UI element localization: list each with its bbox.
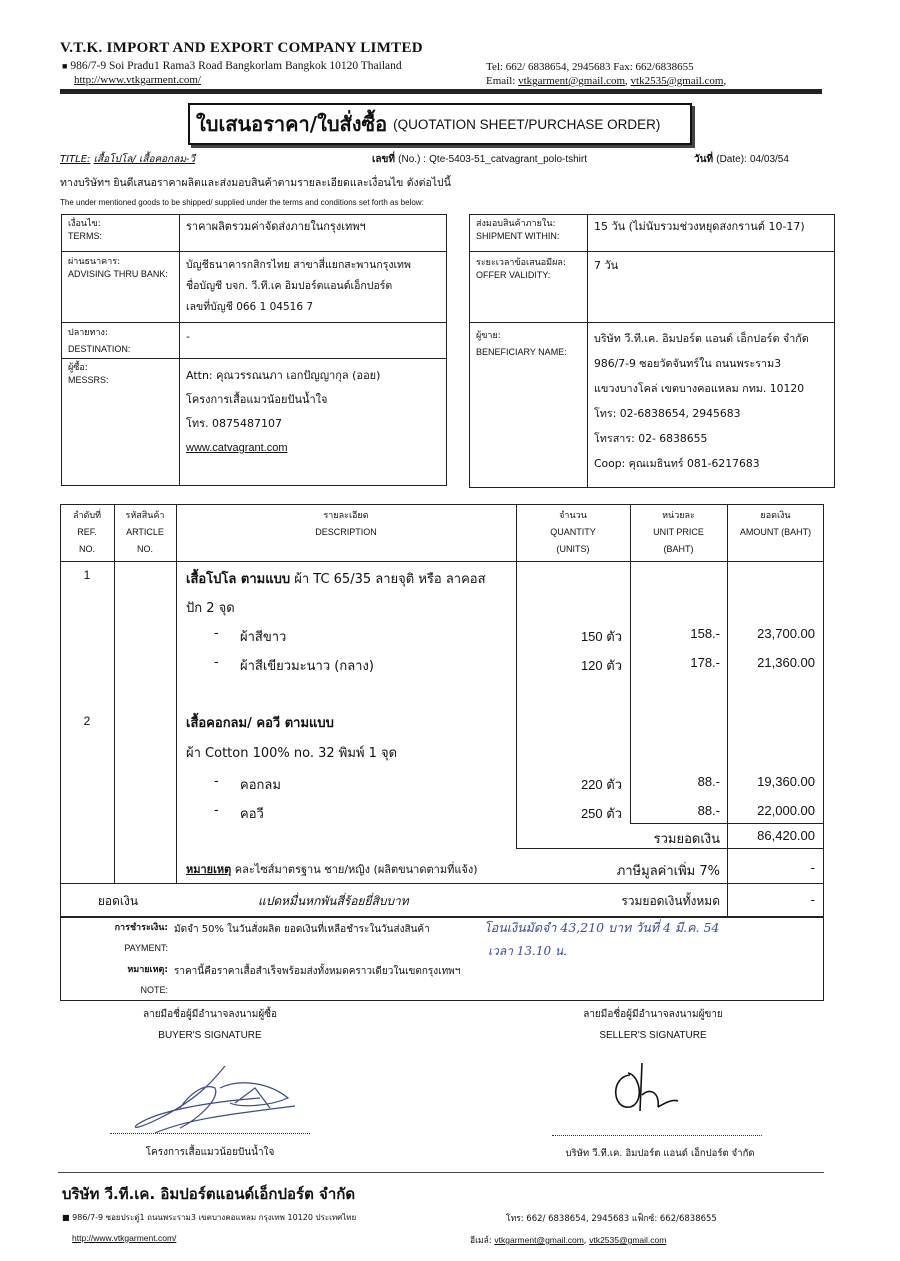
intro-thai: ทางบริษัทฯ ยินดีเสนอราคาผลิตและส่งมอบสินค้าตามรายละเอียดและเงื่อนไข ดังต่อไปนี้ xyxy=(60,177,451,189)
terms-label-en: TERMS: xyxy=(68,231,103,241)
header-description xyxy=(176,507,516,541)
handwritten-deposit-note: โอนเงินมัดจำ 43,210 บาท วันที่ 4 มี.ค. 54 xyxy=(484,920,720,935)
destination-label xyxy=(68,327,130,355)
messrs-line-3: โทร. 0875487107 xyxy=(186,417,283,430)
shipment-value: 15 วัน (ไม่นับรวมช่วงหยุดสงกรานต์ 10-17) xyxy=(594,220,805,233)
shipment-label xyxy=(476,218,559,242)
doc-number-value: Qte-5403-51_catvagrant_polo-tshirt xyxy=(429,154,588,165)
item1-sub1-dash: - xyxy=(214,626,219,641)
item1-title-bold: เสื้อโปโล ตามแบบ xyxy=(186,572,291,587)
payment-value: มัดจำ 50% ในวันสั่งผลิต ยอดเงินที่เหลือชำระในวันส่งสินค้า xyxy=(174,924,430,935)
remark-text: คละไซส์มาตรฐาน ชาย/หญิง (ผลิตขนาดตามที่แจ้ง) xyxy=(231,863,478,876)
vat-value: - xyxy=(810,860,815,875)
header-article xyxy=(114,507,176,558)
item1-sub1-amount: 23,700.00 xyxy=(757,626,815,641)
subtotal-label: รวมยอดเงิน xyxy=(653,832,720,847)
item1-title-rest: ผ้า TC 65/35 ลายจุติ หรือ ลาคอส xyxy=(290,572,486,587)
company-email: Email: vtkgarment@gmail.com, vtk2535@gmail.com, xyxy=(486,75,727,87)
header-unit-price xyxy=(630,507,727,558)
messrs-line-1: Attn: คุณวรรณนภา เอกปัญญากุล (ออย) xyxy=(186,369,381,382)
destination-label-en: DESTINATION: xyxy=(68,344,131,354)
validity-label-en: OFFER VALIDITY: xyxy=(476,270,551,280)
beneficiary-value xyxy=(594,326,809,476)
header-quantity-en1: QUANTITY xyxy=(550,527,596,537)
header-amount-en: AMOUNT (BAHT) xyxy=(739,527,812,537)
item2-sub2-amount: 22,000.00 xyxy=(757,803,815,818)
header-amount xyxy=(727,507,824,541)
beneficiary-line-3: แขวงบางโคล่ เขตบางคอแหลม กทม. 10120 xyxy=(594,382,805,395)
company-address xyxy=(62,60,402,72)
right-terms-rule-2 xyxy=(469,322,835,323)
item1-sub2-qty: 120 ตัว xyxy=(580,658,622,673)
validity-label xyxy=(476,257,566,281)
buyer-signature-line xyxy=(110,1133,310,1134)
beneficiary-line-6: Coop: คุณเมธินทร์ 081-6217683 xyxy=(594,457,760,470)
item1-sub2-dash: - xyxy=(214,655,219,670)
item1-sub2-label: ผ้าสีเขียวมะนาว (กลาง) xyxy=(240,659,374,674)
buyer-organization: โครงการเสื้อแมวน้อยปันน้ำใจ xyxy=(145,1147,275,1158)
footer-email-label: อีเมล์: xyxy=(470,1236,492,1246)
email-label: Email: xyxy=(486,75,516,87)
seller-signature-label-en: SELLER'S SIGNATURE xyxy=(599,1030,707,1041)
item1-title-line2: ปัก 2 จุด xyxy=(186,601,235,616)
header-quantity-th: จำนวน xyxy=(559,510,587,520)
item2-sub1-label: คอกลม xyxy=(240,778,281,793)
footer-rule xyxy=(58,1172,824,1173)
header-unit-price-en2: (BAHT) xyxy=(663,544,694,554)
note-label-th: หมายเหตุ: xyxy=(127,965,168,975)
item2-sub1-amount: 19,360.00 xyxy=(757,774,815,789)
footer-address xyxy=(62,1211,356,1224)
seller-signature-line xyxy=(552,1135,762,1136)
bank-line-2: ชื่อบัญชี บจก. วี.ที.เค อิมปอร์ตแอนด์เอ็กปอร์ต xyxy=(186,280,393,292)
remark-label: หมายเหตุ xyxy=(186,863,232,876)
bank-label xyxy=(68,256,168,280)
beneficiary-label xyxy=(476,330,567,358)
intro-english: The under mentioned goods to be shipped/ supplied under the terms and conditions set forth as below: xyxy=(60,198,424,207)
item2-sub2-label: คอวี xyxy=(240,807,264,822)
header-article-en2: NO. xyxy=(136,544,153,554)
grand-total-label: รวมยอดเงินทั้งหมด xyxy=(621,894,720,908)
title-value: เสื้อโปโล/ เสื้อคอกลม-วี xyxy=(93,154,196,165)
buyer-signature-label-en: BUYER'S SIGNATURE xyxy=(158,1030,262,1041)
header-rule xyxy=(60,89,822,94)
doc-date-value: 04/03/54 xyxy=(749,154,789,165)
left-terms-rule-2 xyxy=(61,322,447,323)
header-amount-th: ยอดเงิน xyxy=(760,510,791,520)
item2-sub1-dash: - xyxy=(214,774,219,789)
seller-signature-scribble xyxy=(600,1055,700,1125)
item1-title xyxy=(186,568,486,589)
amount-words-label: ยอดเงิน xyxy=(97,894,139,908)
footer-address-text: 986/7-9 ซอยประดู่1 ถนนพระราม3 เขตบางคอแหลม กรุงเทพ 10120 ประเทศไทย xyxy=(72,1213,357,1222)
document-title-english: (QUOTATION SHEET/PURCHASE ORDER) xyxy=(393,116,661,132)
messrs-label xyxy=(68,362,109,386)
note-label xyxy=(60,964,168,996)
doc-number-label-th: เลขที่ xyxy=(372,154,395,165)
messrs-value xyxy=(186,364,380,460)
shipment-label-th: ส่งมอบสินค้าภายใน: xyxy=(476,219,556,229)
header-ref-en1: REF. xyxy=(77,527,97,537)
doc-date xyxy=(694,152,789,167)
messrs-line-2: โครงการเสื้อแมวน้อยปันน้ำใจ xyxy=(186,393,328,406)
validity-label-th: ระยะเวลาข้อเสนอมีผล: xyxy=(476,258,566,268)
doc-date-label-en: (Date): xyxy=(716,154,747,165)
items-table xyxy=(60,504,824,917)
left-terms-rule-1 xyxy=(61,251,447,252)
item2-sub2-price: 88.- xyxy=(697,803,720,818)
header-quantity-en2: (UNITS) xyxy=(556,544,590,554)
seller-organization: บริษัท วี.ที.เค. อิมปอร์ต แอนด์ เอ็กปอร์ต จำกัด xyxy=(565,1148,755,1159)
header-description-th: รายละเอียด xyxy=(323,510,369,520)
header-ref-th: ลำดับที่ xyxy=(72,510,102,520)
words-top-rule xyxy=(60,883,824,884)
beneficiary-line-5: โทรสาร: 02- 6838655 xyxy=(594,432,708,445)
buyer-signature-scribble xyxy=(120,1058,310,1148)
footer-email-link-1[interactable]: vtkgarment@gmail.com xyxy=(494,1235,584,1245)
subtotal-top-rule xyxy=(630,823,824,824)
doc-number xyxy=(372,152,587,167)
terms-label-th: เงื่อนไข: xyxy=(68,219,101,229)
company-website-link[interactable]: http://www.vtkgarment.com/ xyxy=(74,74,201,86)
beneficiary-line-1: บริษัท วี.ที.เค. อิมปอร์ต แอนด์ เอ็กปอร์ต จำกัด xyxy=(594,332,809,345)
item1-sub2-price: 178.- xyxy=(690,655,720,670)
footer-email-link-2[interactable]: vtk2535@gmail.com xyxy=(589,1235,667,1245)
header-ref-en2: NO. xyxy=(78,544,95,554)
subtotal-value: 86,420.00 xyxy=(757,828,815,843)
left-terms-rule-3 xyxy=(61,358,447,359)
messrs-website-link[interactable]: www.catvagrant.com xyxy=(186,442,288,454)
item1-sub1-label: ผ้าสีขาว xyxy=(240,630,287,645)
item2-sub1-qty: 220 ตัว xyxy=(580,777,622,792)
col-line-price xyxy=(727,504,728,917)
item2-sub2-dash: - xyxy=(214,803,219,818)
header-description-en: DESCRIPTION xyxy=(315,527,377,537)
bank-label-th: ผ่านธนาคาร: xyxy=(68,257,121,267)
payment-label-th: การชำระเงิน: xyxy=(114,923,168,933)
validity-value: 7 วัน xyxy=(594,259,619,272)
item1-sub1-price: 158.- xyxy=(690,626,720,641)
buyer-signature-label-th: ลายมือชื่อผู้มีอำนาจลงนามผู้ซื้อ xyxy=(142,1009,278,1020)
messrs-label-th: ผู้ซื้อ: xyxy=(68,363,88,373)
terms-label xyxy=(68,218,102,242)
title-line xyxy=(60,152,195,167)
terms-value: ราคาผลิตรวมค่าจัดส่งภายในกรุงเทพฯ xyxy=(186,220,366,233)
footer-website-link[interactable]: http://www.vtkgarment.com/ xyxy=(72,1233,177,1243)
header-unit-price-en1: UNIT PRICE xyxy=(653,527,704,537)
bank-line-3: เลขที่บัญชี 066 1 04516 7 xyxy=(186,301,314,313)
item2-title-line2: ผ้า Cotton 100% no. 32 พิมพ์ 1 จุด xyxy=(186,746,398,761)
email-link-2[interactable]: vtk2535@gmail.com xyxy=(630,75,724,87)
doc-date-label-th: วันที่ xyxy=(694,154,714,165)
note-label-en: NOTE: xyxy=(140,985,168,995)
beneficiary-line-4: โทร: 02-6838654, 2945683 xyxy=(594,407,741,420)
footer-bullet-icon: ■ xyxy=(62,1213,70,1222)
email-link-1[interactable]: vtkgarment@gmail.com xyxy=(518,75,626,87)
bank-label-en: ADVISING THRU BANK: xyxy=(68,269,168,279)
footer-email: อีเมล์: vtkgarment@gmail.com, vtk2535@gmail.com xyxy=(470,1235,667,1246)
beneficiary-label-en: BENEFICIARY NAME: xyxy=(476,347,567,357)
handwritten-time-note: เวลา 13.10 น. xyxy=(488,944,567,958)
payment-label-en: PAYMENT: xyxy=(124,943,168,953)
right-terms-divider xyxy=(587,214,588,488)
title-label: TITLE: xyxy=(60,154,91,165)
grand-total-value: - xyxy=(810,892,815,907)
header-quantity xyxy=(516,507,630,558)
bank-line-1: บัญชีธนาคารกสิกรไทย สาขาสี่แยกสะพานกรุงเทพ xyxy=(186,259,411,271)
header-unit-price-th: หน่วยละ xyxy=(662,510,695,520)
header-article-en1: ARTICLE xyxy=(126,527,164,537)
vat-label: ภาษีมูลค่าเพิ่ม 7% xyxy=(616,864,720,879)
beneficiary-line-2: 986/7-9 ซอยวัดจันทร์ใน ถนนพระราม3 xyxy=(594,357,782,370)
company-address-text: 986/7-9 Soi Pradu1 Rama3 Road Bangkorlam Bangkok 10120 Thailand xyxy=(70,60,402,72)
item2-sub1-price: 88.- xyxy=(697,774,720,789)
item1-sub1-qty: 150 ตัว xyxy=(580,629,622,644)
item1-sub2-amount: 21,360.00 xyxy=(757,655,815,670)
item2-sub2-qty: 250 ตัว xyxy=(580,806,622,821)
footer-company-name: บริษัท วี.ที.เค. อิมปอร์ตแอนด์เอ็กปอร์ต จำกัด xyxy=(62,1185,356,1203)
left-terms-divider xyxy=(179,214,180,486)
header-row-rule xyxy=(60,561,824,562)
bullet-icon: ■ xyxy=(62,61,68,71)
seller-signature-label-th: ลายมือชื่อผู้มีอำนาจลงนามผู้ขาย xyxy=(583,1009,723,1020)
document-title-thai: ใบเสนอราคา/ใบสั่งซื้อ xyxy=(196,112,388,136)
destination-value: - xyxy=(186,330,190,343)
shipment-label-en: SHIPMENT WITHIN: xyxy=(476,231,560,241)
header-ref xyxy=(60,507,114,558)
company-name: V.T.K. IMPORT AND EXPORT COMPANY LIMTED xyxy=(60,40,423,56)
destination-label-th: ปลายทาง: xyxy=(68,328,108,338)
item2-title xyxy=(186,712,334,733)
header-article-th: รหัสสินค้า xyxy=(125,510,165,520)
bank-value xyxy=(186,255,411,318)
note-value: ราคานี้คือราคาเสื้อสำเร็จพร้อมส่งทั้งหมดคราวเดียวในเขตกรุงเทพฯ xyxy=(174,966,461,977)
doc-number-label-en: (No.) : xyxy=(398,154,426,165)
item2-title-bold: เสื้อคอกลม/ คอวี ตามแบบ xyxy=(186,716,334,731)
company-tel-fax: Tel: 662/ 6838654, 2945683 Fax: 662/6838655 xyxy=(486,61,694,73)
item2-ref: 2 xyxy=(83,714,91,728)
footer-tel: โทร: 662/ 6838654, 2945683 แฟ็กซ์: 662/6838655 xyxy=(506,1214,717,1224)
amount-words-value: แปดหมื่นหกพันสี่ร้อยยี่สิบบาท xyxy=(258,894,409,908)
right-terms-rule-1 xyxy=(469,251,835,252)
remark xyxy=(186,860,478,878)
messrs-label-en: MESSRS: xyxy=(68,375,109,385)
document-title-box xyxy=(188,103,692,145)
item1-ref: 1 xyxy=(83,568,91,582)
beneficiary-label-th: ผู้ขาย: xyxy=(476,331,501,341)
payment-label xyxy=(60,922,168,954)
